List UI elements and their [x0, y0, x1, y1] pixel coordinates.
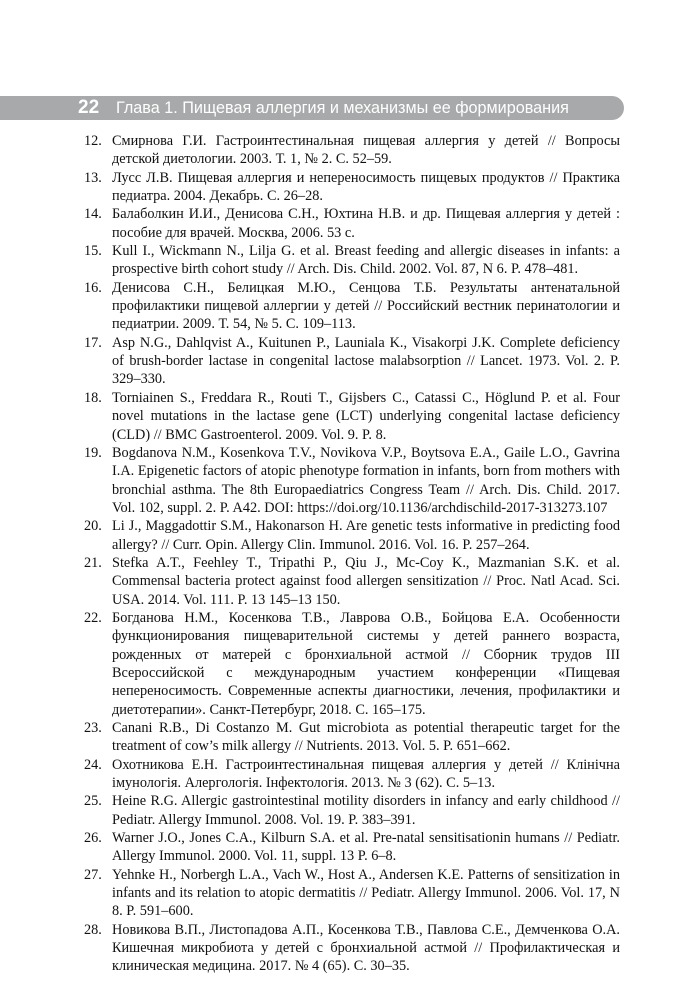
reference-list [84, 132, 620, 976]
reference-number: 25. [84, 793, 102, 810]
reference-text: Heine R.G. Allergic gastrointestinal motility disorders in infancy and early childhood // Pediatr. Allergy Immunol. 2008. Vol. 19. P. 383–391. [112, 793, 620, 828]
reference-item [84, 132, 620, 169]
reference-item [84, 517, 620, 554]
reference-item [84, 921, 620, 976]
reference-text: Warner J.O., Jones C.A., Kilburn S.A. et al. Pre-natal sensitisationin humans // Pediatr. Allergy Immunol. 2000. Vol. 11, suppl. 13 P. 6–8. [112, 830, 620, 865]
reference-text: Li J., Maggadottir S.M., Hakonarson H. Are genetic tests informative in predicting food allergy? // Curr. Opin. Allergy Clin. Immunol. 2016. Vol. 16. P. 257–264. [112, 518, 620, 553]
reference-text: Kull I., Wickmann N., Lilja G. et al. Breast feeding and allergic diseases in infants: a prospective birth cohort study // Arch. Dis. Child. 2002. Vol. 87, N 6. P. 478–481. [112, 243, 620, 278]
reference-text: Asp N.G., Dahlqvist A., Kuitunen P., Launiala K., Visakorpi J.K. Complete deficiency of brush-border lactase in congenital lactose malabsorption // Lancet. 1973. Vol. 2. P. 329–330. [112, 334, 620, 388]
reference-text: Yehnke H., Norbergh L.A., Vach W., Host A., Andersen K.E. Patterns of sensitization in infants and its relation to atopic dermatitis // Pediatr. Allergy Immunol. 2006. Vol. 17, N 8. P. 591–600. [112, 866, 620, 920]
reference-number: 14. [84, 206, 102, 223]
reference-number: 24. [84, 756, 102, 773]
reference-text: Torniainen S., Freddara R., Routi T., Gijsbers C., Catassi C., Höglund P. et al. Four novel mutations in the lactase gene (LCT) underlying congenital lactase deficiency (CLD) // BMC Gastroenterol. 2009. Vol. 9. P. 8. [112, 389, 620, 443]
reference-number: 22. [84, 609, 102, 626]
reference-item [84, 169, 620, 206]
reference-item [84, 205, 620, 242]
reference-text: Bogdanova N.M., Kosenkova T.V., Novikova V.P., Boytsova E.A., Gaile L.O., Gavrina I.A. Epigenetic factors of atopic phenotype formation in infants, born from mothers with bronchial asthma. The 8th Europaediatrics Congress Team // Arch. Dis. Child. 2017. Vol. 102, suppl. 2. P. A42. DOI: https://doi.org/10.1136/archdischild-2017-313273.107 [112, 444, 620, 516]
reference-number: 13. [84, 169, 102, 186]
reference-number: 26. [84, 830, 102, 847]
reference-item [84, 389, 620, 444]
reference-number: 17. [84, 334, 102, 351]
reference-text: Stefka A.T., Feehley T., Tripathi P., Qiu J., Mc-Coy K., Mazmanian S.K. et al. Commensal bacteria protect against food allergen sensitization // Proc. Natl Acad. Sci. USA. 2014. Vol. 111. P. 13 145–13 150. [112, 554, 620, 608]
reference-number: 16. [84, 279, 102, 296]
reference-text: Canani R.B., Di Costanzo M. Gut microbiota as potential therapeutic target for the treatment of cow’s milk allergy // Nutrients. 2013. Vol. 5. P. 651–662. [112, 720, 620, 755]
reference-number: 27. [84, 866, 102, 883]
reference-item [84, 719, 620, 756]
page-number: 22 [78, 97, 100, 118]
reference-item [84, 792, 620, 829]
reference-item [84, 866, 620, 921]
reference-item [84, 444, 620, 517]
chapter-title: Глава 1. Пищевая аллергия и механизмы ее формирования [116, 99, 569, 117]
reference-item [84, 609, 620, 719]
reference-number: 15. [84, 243, 102, 260]
reference-number: 12. [84, 133, 102, 149]
reference-item [84, 334, 620, 389]
reference-text: Денисова С.Н., Белицкая М.Ю., Сенцова Т.Б. Результаты антенатальной профилактики пищевой аллергии у детей // Российский вестник перинатологии и педиатрии. 2009. Т. 54, № 5. С. 109–113. [112, 279, 620, 333]
reference-number: 23. [84, 720, 102, 736]
reference-item [84, 554, 620, 609]
reference-number: 28. [84, 921, 102, 938]
reference-number: 19. [84, 444, 102, 461]
reference-text: Охотникова Е.Н. Гастроинтестинальная пищевая аллергия у детей // Клінічна імунологія. Алергологія. Інфектологія. 2013. № 3 (62). С. 5–13. [112, 756, 620, 792]
reference-text: Смирнова Г.И. Гастроинтестинальная пищевая аллергия у детей // Вопросы детской диетологии. 2003. Т. 1, № 2. С. 52–59. [112, 133, 620, 168]
reference-text: Лусс Л.В. Пищевая аллергия и непереносимость пищевых продуктов // Практика педиатра. 2004. Декабрь. С. 26–28. [112, 169, 620, 205]
reference-number: 21. [84, 554, 102, 571]
reference-item [84, 756, 620, 793]
reference-item [84, 829, 620, 866]
reference-number: 20. [84, 518, 102, 535]
reference-item [84, 279, 620, 334]
reference-number: 18. [84, 389, 102, 406]
reference-text: Новикова В.П., Листопадова А.П., Косенкова Т.В., Павлова С.Е., Демченкова О.А. Кишечная микробиота у детей с бронхиальной астмой // Профилактическая и клиническая медицина. 2017. № 4 (65). С. 30–35. [112, 921, 620, 975]
reference-text: Богданова Н.М., Косенкова Т.В., Лаврова О.В., Бойцова Е.А. Особенности функционирования пищеварительной системы у детей раннего возраста, рожденных от матерей с бронхиальной астмой // Сборник трудов III Всероссийской с международным участием конференции «Пищевая непереносимость. Современные аспекты диагностики, лечения, профилактики и диетотерапии». Санкт-Петербург, 2018. С. 165–175. [112, 609, 620, 718]
reference-item [84, 242, 620, 279]
reference-text: Балаболкин И.И., Денисова С.Н., Юхтина Н.В. и др. Пищевая аллергия у детей : пособие для врачей. Москва, 2006. 53 с. [112, 206, 620, 241]
